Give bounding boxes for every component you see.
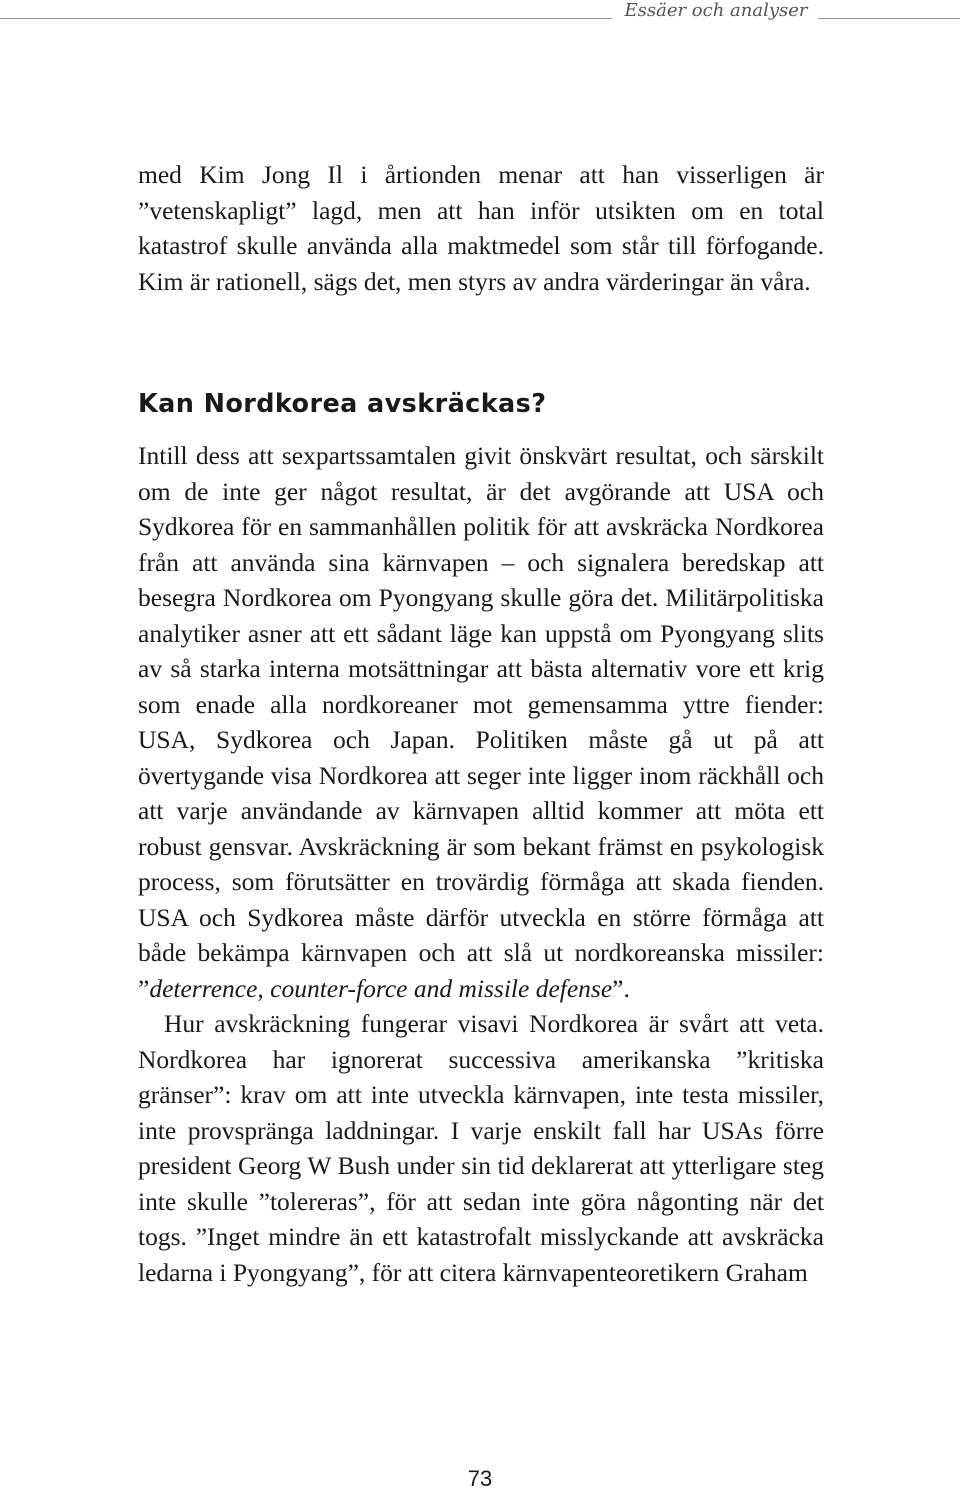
body-text-top [138, 157, 824, 299]
body-text-main [138, 438, 824, 1290]
section-heading: Kan Nordkorea avskräckas? [138, 389, 547, 419]
page-number: 73 [467, 1466, 493, 1491]
paragraph-main-text: Intill dess att sexpartssamtalen givit önskvärt resultat, och särskilt om de inte ger något resultat, är det avgörande att USA och Sydkorea för en sammanhållen politik för att avskräcka Nordkorea från att använda sina kärnvapen – och signalera beredskap att besegra Nordkorea om Pyongyang skulle göra det. Militärpolitiska analytiker asner att ett sådant läge kan uppstå om Pyongyang slits av så starka interna motsättningar att bästa alternativ vore ett krig som enade alla nordkoreaner mot gemensamma yttre fiender: USA, Sydkorea och Japan. Politiken måste gå ut på att övertygande visa Nordkorea att seger inte ligger inom räckhåll och att varje användande av kärnvapen alltid kommer att möta ett robust gensvar. Avskräckning är som bekant främst en psykologisk process, som förutsätter en trovärdig förmåga att skada fienden. USA och Sydkorea måste därför utveckla en större förmåga att både bekämpa kärnvapen och att slå ut nordkoreanska missiler: ” [138, 441, 824, 1003]
header-rule-left [0, 18, 612, 19]
running-head-title: Essäer och analyser [624, 0, 808, 21]
header-rule-right [818, 18, 960, 19]
paragraph-main [138, 438, 824, 1006]
paragraph-main-tail: ”. [612, 973, 630, 1003]
paragraph-second: Hur avskräckning fungerar visavi Nordkorea är svårt att veta. Nordkorea har ignorerat successiva amerikanska ”kritiska gränser”: krav om att inte utveckla kärnvapen, inte testa missiler, inte provspränga laddningar. I varje enskilt fall har USAs förre president Georg W Bush under sin tid deklarerat att ytterligare steg inte skulle ”tolereras”, för att sedan inte göra någonting när det togs. ”Inget mindre än ett katastrofalt misslyckande att avskräcka ledarna i Pyongyang”, för att citera kärnvapenteoretikern Graham [138, 1009, 824, 1287]
running-header [0, 0, 960, 30]
paragraph-continuation: med Kim Jong Il i årtionden menar att han visserligen är ”vetenskapligt” lagd, men att han inför utsikten om en total katastrof skulle använda alla maktmedel som står till förfogande. Kim är rationell, sägs det, men styrs av andra värderingar än våra. [138, 160, 824, 296]
italic-quote: deterrence, counter-force and missile defense [149, 973, 613, 1003]
